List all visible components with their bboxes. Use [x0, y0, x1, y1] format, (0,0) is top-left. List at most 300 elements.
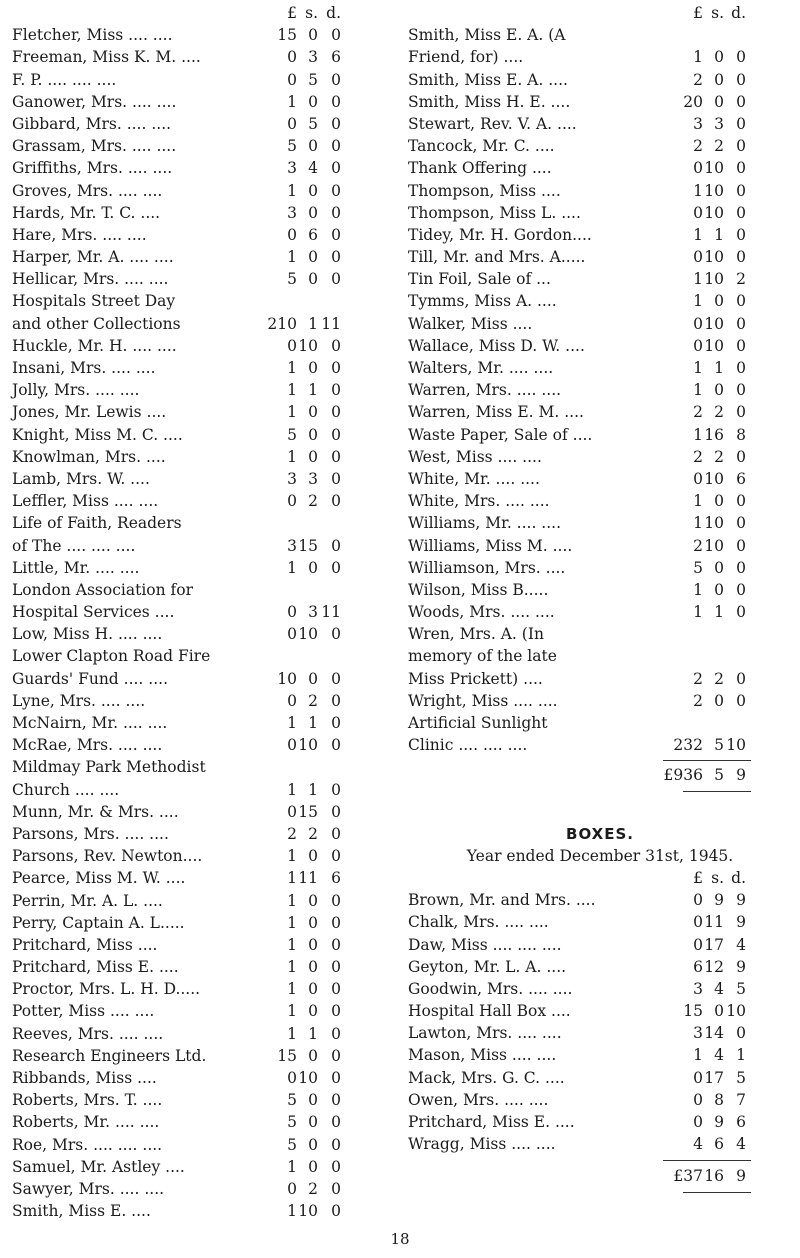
amount-shillings: 0	[308, 425, 318, 444]
amount-pounds: 2	[693, 669, 703, 688]
donor-name: Wren, Mrs. A. (In	[408, 625, 544, 644]
donor-name: Sawyer, Mrs. .... ....	[12, 1179, 165, 1198]
donor-name: Woods, Mrs. .... ....	[408, 603, 555, 622]
amount-pence: 0	[736, 1024, 746, 1043]
table-row	[12, 1134, 394, 1156]
amount-shillings: 1	[308, 314, 318, 333]
amount-shillings: 14	[704, 1024, 724, 1043]
amount-pence: 0	[736, 48, 746, 67]
total-rule	[683, 791, 751, 792]
table-row	[12, 690, 394, 712]
table-row	[12, 91, 394, 113]
amount-pence: 6	[331, 869, 341, 888]
table-row	[408, 180, 792, 202]
donor-name: Proctor, Mrs. L. H. D.....	[12, 980, 201, 999]
amount-shillings: 8	[714, 1090, 724, 1109]
amount-pounds: 0	[287, 336, 297, 355]
table-row	[12, 579, 394, 601]
amount-shillings: 0	[714, 381, 724, 400]
boxes-total-pounds: £37	[673, 1167, 703, 1186]
donor-name: Friend, for) ....	[408, 48, 524, 67]
donor-name: Williams, Mr. .... ....	[408, 514, 562, 533]
table-row	[408, 202, 792, 224]
table-row	[408, 246, 792, 268]
amount-pence: 0	[736, 381, 746, 400]
donor-name: and other Collections	[12, 314, 181, 333]
table-row	[12, 379, 394, 401]
amount-pounds: 5	[287, 1113, 297, 1132]
boxes-subtitle-row	[408, 845, 792, 867]
amount-pence: 0	[736, 558, 746, 577]
table-row	[12, 934, 394, 956]
amount-pounds: 2	[287, 824, 297, 843]
table-row	[12, 1023, 394, 1045]
amount-shillings: 10	[298, 336, 318, 355]
amount-pence: 0	[736, 669, 746, 688]
boxes-header	[408, 867, 792, 889]
amount-shillings: 0	[308, 403, 318, 422]
amount-shillings: 0	[308, 847, 318, 866]
table-row	[12, 1045, 394, 1067]
table-row	[12, 756, 394, 778]
amount-pounds: 0	[287, 625, 297, 644]
donor-name: Hospitals Street Day	[12, 292, 176, 311]
donor-name: Parsons, Mrs. .... ....	[12, 824, 169, 843]
table-row	[12, 1000, 394, 1022]
amount-pounds: 0	[693, 1090, 703, 1109]
donor-name: Owen, Mrs. .... ....	[408, 1090, 549, 1109]
amount-pence: 9	[736, 913, 746, 932]
amount-shillings: 0	[308, 270, 318, 289]
donor-name: Roe, Mrs. .... .... ....	[12, 1135, 163, 1154]
table-row	[12, 290, 394, 312]
amount-pounds: 0	[693, 1113, 703, 1131]
donor-name: Lamb, Mrs. W. ....	[12, 469, 150, 488]
donor-name: Till, Mr. and Mrs. A.....	[408, 248, 586, 267]
amount-pounds: 1	[287, 1002, 297, 1021]
amount-pence: 5	[736, 1068, 746, 1087]
donor-name: Tin Foil, Sale of ...	[408, 270, 551, 289]
amount-pence: 0	[736, 203, 746, 222]
amount-shillings: 3	[308, 469, 318, 488]
table-row	[12, 1089, 394, 1111]
amount-shillings: 5	[308, 70, 318, 89]
amount-shillings: 17	[704, 935, 724, 954]
amount-shillings: 2	[714, 447, 724, 466]
amount-pence: 0	[331, 625, 341, 644]
left-column	[12, 2, 394, 1222]
amount-shillings: 1	[308, 780, 318, 799]
total-pence: 9	[736, 766, 746, 785]
amount-shillings: 10	[298, 1202, 318, 1221]
donor-name: Hare, Mrs. .... ....	[12, 225, 147, 244]
amount-pounds: 1	[287, 780, 297, 799]
amount-pence: 0	[736, 292, 746, 311]
amount-pounds: 0	[693, 248, 703, 267]
amount-shillings: 1	[308, 714, 318, 732]
amount-pounds: 0	[287, 736, 297, 755]
table-row	[408, 956, 792, 978]
amount-pence: 0	[331, 425, 341, 444]
donor-name: Smith, Miss E. ....	[12, 1202, 151, 1221]
amount-pence: 5	[736, 979, 746, 998]
amount-shillings: 0	[714, 292, 724, 311]
donor-name: Jones, Mr. Lewis ....	[12, 403, 167, 422]
amount-shillings: 0	[308, 958, 318, 977]
amount-pence: 6	[331, 48, 341, 67]
amount-pounds: 0	[287, 1069, 297, 1087]
donor-name: Lower Clapton Road Fire	[12, 647, 211, 666]
table-row	[12, 912, 394, 934]
amount-pence: 0	[331, 270, 341, 289]
amount-pounds: 1	[693, 1046, 703, 1065]
table-row	[12, 712, 394, 734]
donor-name: Griffiths, Mrs. .... ....	[12, 159, 173, 178]
amount-shillings: 0	[308, 980, 318, 999]
amount-pounds: 232	[673, 736, 703, 755]
amount-shillings: 15	[298, 802, 318, 821]
amount-pounds: 1	[287, 714, 297, 732]
donor-name: Guards' Fund .... ....	[12, 669, 168, 688]
donor-name: Hellicar, Mrs. .... ....	[12, 270, 169, 289]
amount-pence: 0	[736, 248, 746, 267]
amount-pounds: 1	[287, 181, 297, 200]
amount-pounds: 2	[693, 137, 703, 156]
amount-shillings: 0	[308, 1157, 318, 1176]
table-row	[12, 779, 394, 801]
amount-shillings: 15	[298, 536, 318, 555]
spacer	[408, 1155, 792, 1165]
donor-name: Thompson, Miss L. ....	[408, 203, 581, 222]
shillings-header: s.	[711, 4, 724, 22]
amount-pounds: 1	[287, 381, 297, 400]
table-row	[408, 889, 792, 911]
amount-pence: 0	[331, 492, 341, 511]
amount-pence: 0	[331, 1113, 341, 1132]
donor-name: Perry, Captain A. L.....	[12, 913, 185, 932]
table-row	[408, 579, 792, 601]
amount-pounds: 0	[693, 314, 703, 333]
amount-shillings: 0	[308, 447, 318, 466]
amount-pence: 0	[331, 824, 341, 843]
donor-name: Hospital Services ....	[12, 603, 175, 622]
amount-pence: 0	[331, 114, 341, 133]
amount-pence: 10	[726, 1002, 746, 1021]
amount-pence: 0	[331, 469, 341, 488]
boxes-total-pence: 9	[736, 1167, 746, 1186]
amount-pounds: 0	[693, 1068, 703, 1087]
amount-pounds: 0	[693, 336, 703, 355]
amount-shillings: 6	[714, 1135, 724, 1154]
amount-pence: 0	[331, 714, 341, 732]
amount-pence: 0	[736, 137, 746, 156]
boxes-title-row	[408, 823, 792, 845]
boxes-list	[408, 889, 792, 1155]
amount-shillings: 17	[704, 1068, 724, 1087]
boxes-title: BOXES.	[566, 824, 634, 843]
table-row	[408, 512, 792, 534]
donor-name: Gibbard, Mrs. .... ....	[12, 114, 172, 133]
amount-pounds: 6	[693, 957, 703, 976]
amount-pence: 0	[331, 381, 341, 400]
total-shillings: 5	[714, 766, 724, 785]
amount-shillings: 1	[308, 1024, 318, 1043]
table-row	[12, 601, 394, 623]
amount-shillings: 0	[714, 92, 724, 111]
pounds-header: £	[693, 4, 703, 22]
table-row	[408, 313, 792, 335]
amount-pence: 0	[331, 92, 341, 111]
donor-name: Perrin, Mr. A. L. ....	[12, 891, 163, 910]
table-row	[408, 1089, 792, 1111]
table-row	[408, 468, 792, 490]
boxes-total-row	[408, 1165, 792, 1187]
table-row	[12, 335, 394, 357]
amount-shillings: 0	[308, 913, 318, 932]
amount-pence: 0	[331, 1135, 341, 1154]
amount-shillings: 0	[714, 691, 724, 710]
amount-pounds: 15	[277, 26, 297, 45]
amount-pence: 0	[736, 92, 746, 111]
amount-pence: 0	[736, 159, 746, 178]
donor-name: Hards, Mr. T. C. ....	[12, 203, 161, 222]
amount-pence: 0	[736, 70, 746, 89]
amount-pounds: 5	[287, 270, 297, 289]
amount-pence: 2	[736, 270, 746, 289]
table-row	[12, 1156, 394, 1178]
donor-name: Wright, Miss .... ....	[408, 691, 558, 710]
amount-shillings: 0	[714, 70, 724, 89]
amount-shillings: 0	[308, 558, 318, 577]
donor-name: Smith, Miss H. E. ....	[408, 92, 571, 111]
amount-pence: 11	[321, 314, 341, 333]
table-row	[12, 623, 394, 645]
amount-pounds: 3	[287, 536, 297, 555]
boxes-subtitle: Year ended December 31st, 1945.	[466, 846, 734, 865]
amount-shillings: 9	[714, 1113, 724, 1131]
table-row	[408, 601, 792, 623]
table-row	[12, 468, 394, 490]
amount-pounds: 0	[287, 802, 297, 821]
amount-shillings: 9	[714, 891, 724, 910]
donor-name: Jolly, Mrs. .... ....	[12, 381, 140, 400]
amount-shillings: 16	[704, 425, 724, 444]
amount-pence: 1	[736, 1046, 746, 1065]
donor-name: Smith, Miss E. A. ....	[408, 70, 568, 89]
amount-shillings: 4	[714, 1046, 724, 1065]
table-row	[408, 69, 792, 91]
amount-pounds: 2	[693, 70, 703, 89]
table-row	[408, 446, 792, 468]
spacer	[408, 756, 792, 764]
donor-name: Goodwin, Mrs. .... ....	[408, 979, 573, 998]
table-row	[12, 845, 394, 867]
amount-pence: 0	[331, 958, 341, 977]
table-row	[408, 1111, 792, 1133]
donor-name: Research Engineers Ltd.	[12, 1046, 207, 1065]
amount-shillings: 5	[308, 114, 318, 133]
amount-pence: 0	[331, 225, 341, 244]
amount-shillings: 11	[704, 913, 724, 932]
amount-pence: 6	[736, 469, 746, 488]
amount-pounds: 0	[693, 935, 703, 954]
amount-pence: 0	[331, 159, 341, 178]
amount-pence: 0	[331, 1024, 341, 1043]
amount-pence: 9	[736, 957, 746, 976]
table-row	[12, 956, 394, 978]
donor-name: Roberts, Mrs. T. ....	[12, 1091, 163, 1110]
table-row	[12, 46, 394, 68]
table-row	[408, 1044, 792, 1066]
amount-shillings: 10	[704, 514, 724, 533]
amount-pence: 0	[736, 336, 746, 355]
table-row	[408, 157, 792, 179]
amount-pence: 0	[331, 336, 341, 355]
donor-name: Wilson, Miss B.....	[408, 580, 549, 599]
amount-pence: 0	[331, 1069, 341, 1087]
amount-shillings: 2	[308, 691, 318, 710]
donor-name: Williamson, Mrs. ....	[408, 558, 566, 577]
donor-name: Brown, Mr. and Mrs. ....	[408, 891, 596, 910]
table-row	[12, 1200, 394, 1222]
amount-pence: 0	[331, 891, 341, 910]
donor-name: Wragg, Miss .... ....	[408, 1135, 556, 1154]
amount-pence: 0	[736, 225, 746, 244]
amount-shillings: 6	[308, 225, 318, 244]
table-row	[12, 24, 394, 46]
amount-pounds: 1	[287, 935, 297, 954]
donor-name: Grassam, Mrs. .... ....	[12, 137, 177, 156]
table-row	[12, 978, 394, 1000]
amount-pounds: 1	[693, 514, 703, 533]
amount-pounds: 1	[287, 1157, 297, 1176]
donor-name: Church .... ....	[12, 780, 120, 799]
donor-name: Life of Faith, Readers	[12, 514, 182, 533]
amount-pounds: 0	[287, 603, 297, 622]
amount-pence: 10	[726, 736, 746, 755]
donor-name: Pritchard, Miss ....	[12, 935, 158, 954]
amount-pence: 0	[331, 203, 341, 222]
amount-pounds: 1	[287, 958, 297, 977]
pounds-header: £	[287, 4, 297, 22]
amount-pounds: 1	[287, 359, 297, 377]
amount-shillings: 2	[714, 137, 724, 156]
amount-pence: 0	[331, 536, 341, 555]
amount-shillings: 2	[308, 492, 318, 511]
amount-pounds: 1	[693, 270, 703, 289]
donor-name: of The .... .... ....	[12, 536, 136, 555]
amount-pounds: 1	[287, 447, 297, 466]
amount-pounds: 5	[287, 425, 297, 444]
table-row	[408, 1022, 792, 1044]
amount-shillings: 0	[714, 1002, 724, 1021]
pence-header: d.	[326, 4, 341, 22]
amount-shillings: 3	[714, 114, 724, 133]
donor-name: London Association for	[12, 580, 193, 599]
amount-shillings: 11	[298, 869, 318, 888]
amount-pounds: 2	[693, 536, 703, 555]
amount-pounds: 0	[287, 691, 297, 710]
table-row	[408, 290, 792, 312]
table-row	[408, 379, 792, 401]
boxes-subtotal-rule	[663, 1160, 751, 1161]
donor-name: Tidey, Mr. H. Gordon....	[408, 225, 592, 244]
table-row	[408, 490, 792, 512]
amount-shillings: 10	[704, 536, 724, 555]
amount-pounds: 0	[693, 891, 703, 910]
table-row	[12, 69, 394, 91]
amount-pounds: 15	[683, 1002, 703, 1021]
donor-name: Knowlman, Mrs. ....	[12, 447, 166, 466]
donor-name: Geyton, Mr. L. A. ....	[408, 957, 567, 976]
amount-pence: 8	[736, 425, 746, 444]
donor-name: Waste Paper, Sale of ....	[408, 425, 593, 444]
table-row	[408, 668, 792, 690]
amount-pounds: 0	[287, 492, 297, 511]
donor-name: Walker, Miss ....	[408, 314, 533, 333]
amount-shillings: 0	[714, 48, 724, 67]
donor-name: Harper, Mr. A. .... ....	[12, 248, 174, 267]
amount-pounds: 3	[287, 203, 297, 222]
amount-pounds: 1	[287, 92, 297, 111]
table-row	[408, 535, 792, 557]
spacer	[408, 797, 792, 823]
shillings-header: s.	[711, 868, 724, 887]
spacer	[408, 787, 792, 797]
amount-shillings: 2	[308, 1179, 318, 1198]
amount-shillings: 2	[714, 403, 724, 422]
donor-name: West, Miss .... ....	[408, 447, 542, 466]
table-row	[408, 934, 792, 956]
table-row	[408, 645, 792, 667]
boxes-total-shillings: 16	[704, 1167, 724, 1186]
table-row	[12, 823, 394, 845]
donor-name: Reeves, Mrs. .... ....	[12, 1024, 164, 1043]
amount-pence: 0	[331, 1002, 341, 1021]
pence-header: d.	[731, 868, 746, 887]
table-row	[408, 91, 792, 113]
amount-pounds: 3	[693, 1024, 703, 1043]
amount-pounds: 5	[693, 558, 703, 577]
donor-name: Chalk, Mrs. .... ....	[408, 913, 549, 932]
table-row	[408, 24, 792, 46]
amount-pounds: 0	[693, 203, 703, 222]
amount-shillings: 10	[704, 203, 724, 222]
donor-name: Samuel, Mr. Astley ....	[12, 1157, 185, 1176]
amount-shillings: 1	[308, 381, 318, 400]
donor-name: Pritchard, Miss E. ....	[12, 958, 179, 977]
amount-pence: 11	[321, 603, 341, 622]
amount-shillings: 10	[704, 469, 724, 488]
right-column-header	[408, 2, 792, 24]
table-row	[408, 978, 792, 1000]
amount-pence: 0	[736, 114, 746, 133]
amount-pounds: 0	[287, 225, 297, 244]
donor-name: Mildmay Park Methodist	[12, 758, 206, 777]
table-row	[12, 557, 394, 579]
amount-pence: 0	[331, 1179, 341, 1198]
amount-pounds: 15	[277, 1046, 297, 1065]
amount-shillings: 10	[704, 314, 724, 333]
amount-pounds: 3	[693, 979, 703, 998]
table-row	[12, 1111, 394, 1133]
amount-pounds: 210	[267, 314, 297, 333]
right-column	[408, 2, 792, 1198]
amount-pounds: 1	[287, 980, 297, 999]
amount-pounds: 5	[287, 1091, 297, 1110]
amount-pence: 0	[331, 70, 341, 89]
donor-name: Huckle, Mr. H. .... ....	[12, 336, 177, 355]
